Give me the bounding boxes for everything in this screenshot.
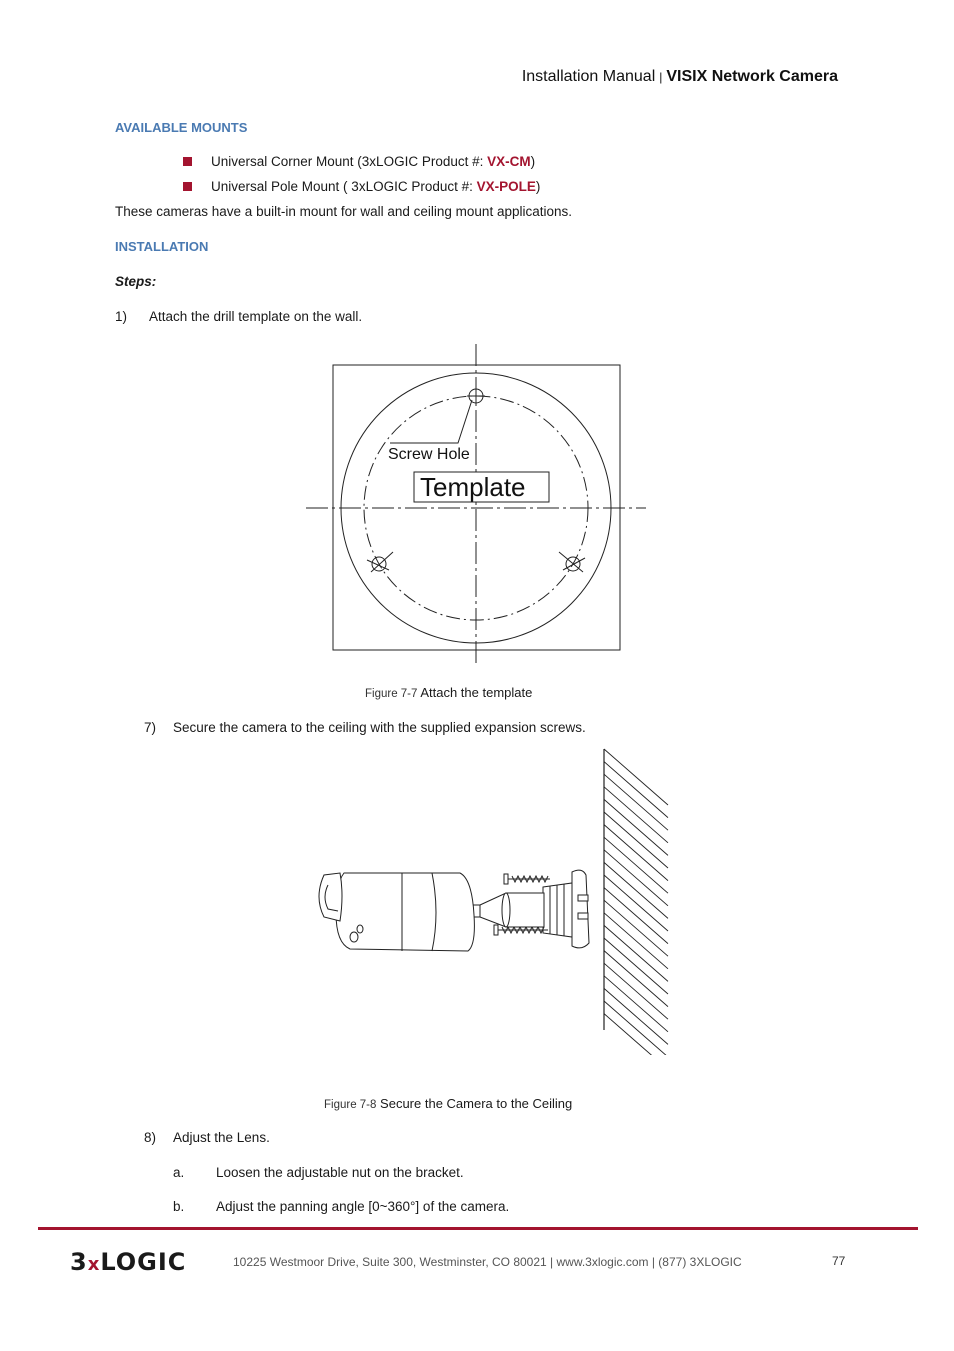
- figure-7-7-caption: [365, 685, 532, 700]
- step-7-number: 7): [144, 720, 157, 735]
- screw-hole-label: Screw Hole: [388, 446, 470, 463]
- footer-address: 10225 Westmoor Drive, Suite 300, Westminster, CO 80021 | www.3xlogic.com | (877) 3XLOGIC: [233, 1255, 742, 1269]
- hatch-line: [604, 900, 668, 956]
- bullet-icon: [183, 157, 192, 166]
- logo-3: 3: [70, 1248, 88, 1276]
- steps-label: Steps:: [115, 274, 157, 289]
- screw-hole-right: [559, 552, 585, 572]
- company-logo: [70, 1248, 186, 1276]
- screw-hole-left: [367, 552, 393, 572]
- hatch-line: [604, 787, 668, 843]
- header-separator: |: [659, 70, 663, 84]
- page-number: 77: [832, 1254, 846, 1268]
- logo-x: x: [87, 1254, 101, 1275]
- figure-7-8-number: Figure 7-8: [324, 1099, 377, 1111]
- hatch-line: [604, 988, 668, 1044]
- step-1-text: Attach the drill template on the wall.: [149, 309, 363, 324]
- hatch-line: [604, 963, 668, 1019]
- hatch-line: [604, 888, 668, 944]
- product-code: VX-POLE: [476, 179, 536, 194]
- figure-7-7-text: Attach the template: [420, 685, 533, 700]
- drill-template-figure: [300, 340, 652, 670]
- screw-hole-leader: [390, 400, 472, 443]
- hatch-line: [604, 938, 668, 994]
- mount-item-pole: [211, 179, 540, 194]
- sub-step-b-label: b.: [173, 1199, 185, 1214]
- hatch-line: [604, 976, 668, 1032]
- footer-rule: [38, 1227, 918, 1230]
- manual-title: Installation Manual: [521, 68, 656, 85]
- logo-logic: LOGIC: [100, 1248, 187, 1276]
- step-8-text: Adjust the Lens.: [173, 1130, 270, 1145]
- expansion-screw-top: [504, 874, 550, 884]
- bullet-icon: [183, 182, 192, 191]
- step-8-number: 8): [144, 1130, 157, 1145]
- mounting-base: [543, 870, 589, 948]
- hatch-line: [604, 1001, 668, 1055]
- hatch-line: [604, 925, 668, 981]
- hatch-line: [604, 774, 668, 830]
- mounts-note: These cameras have a built-in mount for wall and ceiling mount applications.: [115, 204, 572, 219]
- hatch-line: [604, 951, 668, 1007]
- camera-mount-figure: [310, 745, 680, 1055]
- hatch-line: [604, 812, 668, 868]
- wall-hatching: [604, 749, 668, 1055]
- mount-item-close: ): [530, 154, 536, 169]
- bracket-arm: [472, 893, 544, 927]
- hatch-line: [604, 850, 668, 906]
- hatch-line: [604, 862, 668, 918]
- hatch-line: [604, 913, 668, 969]
- figure-7-8-text: Secure the Camera to the Ceiling: [380, 1096, 573, 1111]
- hatch-line: [604, 799, 668, 855]
- hatch-line: [604, 749, 668, 805]
- product-title: VISIX Network Camera: [666, 68, 838, 85]
- hatch-line: [604, 762, 668, 818]
- sub-step-a-label: a.: [173, 1165, 185, 1180]
- mount-item-close: ): [535, 179, 541, 194]
- screw-hole-top: [467, 387, 485, 405]
- figure-7-7-number: Figure 7-7: [365, 688, 418, 700]
- available-mounts-heading: AVAILABLE MOUNTS: [115, 120, 248, 135]
- installation-heading: INSTALLATION: [115, 239, 209, 254]
- camera-body: [319, 873, 474, 951]
- mount-item-text: Universal Pole Mount ( 3xLOGIC Product #:: [211, 179, 477, 194]
- hatch-line: [604, 825, 668, 881]
- hatch-line: [604, 875, 668, 931]
- step-1-number: 1): [115, 309, 128, 324]
- mount-item-text: Universal Corner Mount (3xLOGIC Product #:: [211, 154, 488, 169]
- step-7-text: Secure the camera to the ceiling with the supplied expansion screws.: [173, 720, 586, 735]
- mount-item-corner: [211, 154, 535, 169]
- product-code: VX-CM: [487, 154, 531, 169]
- hatch-line: [604, 837, 668, 893]
- figure-7-8-caption: [324, 1096, 572, 1111]
- sub-step-b-text: Adjust the panning angle [0~360°] of the camera.: [216, 1199, 510, 1214]
- page-header: [522, 68, 838, 86]
- sub-step-a-text: Loosen the adjustable nut on the bracket.: [216, 1165, 464, 1180]
- template-label: Template: [420, 472, 526, 502]
